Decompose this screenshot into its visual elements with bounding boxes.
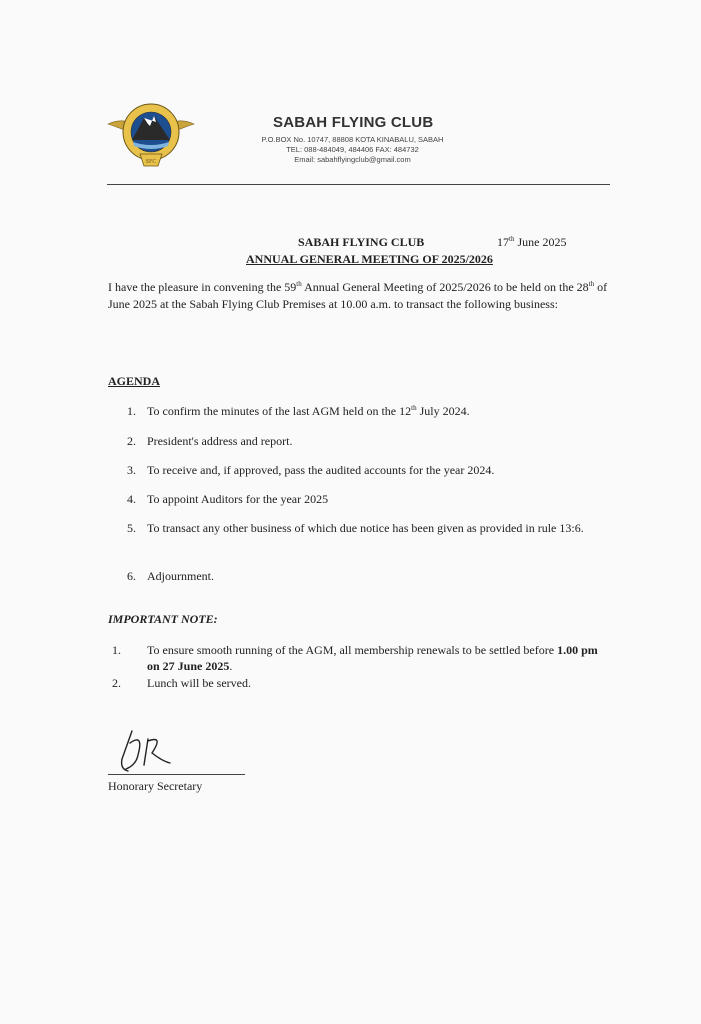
intro-paragraph: I have the pleasure in convening the 59th Annual General Meeting of 2025/2026 to be held on the 28th of June 2025 at the Sabah Flying Club Premises at 10.00 a.m. to transact the following business: — [108, 280, 608, 311]
agenda-title: AGENDA — [108, 374, 161, 388]
letterhead-divider — [107, 184, 610, 185]
club-name: SABAH FLYING CLUB — [273, 114, 434, 131]
club-address: P.O.BOX No. 10747, 88808 KOTA KINABALU, SABAH — [261, 135, 444, 144]
letter-page: SFC SABAH FLYING CLUB P.O.BOX No. 10747, 88808 KOTA KINABALU, SABAH TEL: 088-484049, 484406 FAX: 484732 Email: sabahflyingclub@gmail.com SABAH FLYING CLUB 17th June 2025 ANNUAL GENERAL MEETING OF 2025/2026 I have the pleasure in convening the 59th Annual General Meeting of 2025/2026 to be held on the 28th of June 2025 at the Sabah Flying Club Premises at 10.00 a.m. to transact the following business: AGENDA 1. To confirm the minutes of the last AGM held on the 12th July 2024. 2. President's address and report. 3. To receive and, if approved, pass the audited accounts for the year 2024. 4. To appoint Auditors for the year 2025 5. To transact any other business of which due notice has been given as provided in rule 13:6. 6. Adjournment. IMPORTANT NOTE: 1. To ensure smooth running of the AGM, all membership renewals to be settled before 1.00 pm on 27 June 2025. 2. Lunch will be served. Honorary Secretary — [0, 0, 701, 1024]
club-phone: TEL: 088-484049, 484406 FAX: 484732 — [286, 145, 419, 154]
heading-club: SABAH FLYING CLUB — [298, 235, 425, 249]
handwritten-signature-icon — [118, 725, 188, 775]
svg-text:SFC: SFC — [145, 159, 157, 165]
signature-line — [108, 774, 245, 775]
letter-date: 17th June 2025 — [497, 235, 567, 249]
club-email: Email: sabahflyingclub@gmail.com — [294, 155, 411, 164]
signatory-title: Honorary Secretary — [108, 779, 203, 793]
heading-meeting: ANNUAL GENERAL MEETING OF 2025/2026 — [246, 252, 493, 266]
club-logo-icon — [106, 94, 196, 176]
note-title: IMPORTANT NOTE: — [108, 612, 218, 626]
